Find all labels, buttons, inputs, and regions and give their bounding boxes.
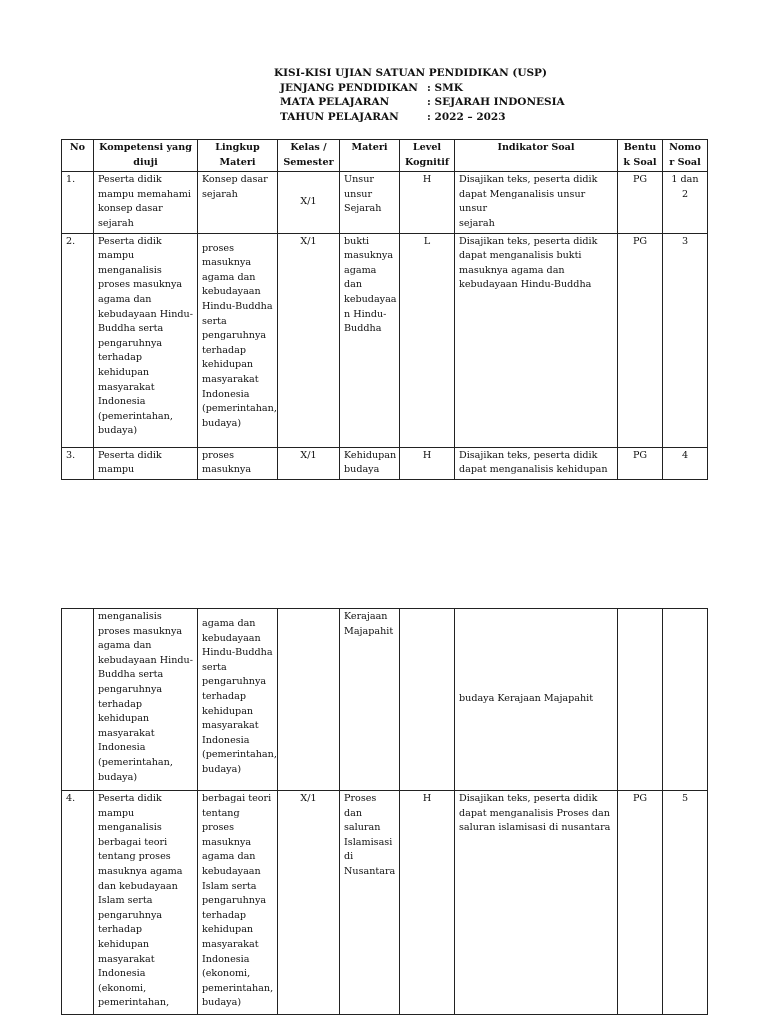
cell-kelas: X/1 xyxy=(278,447,340,479)
cell-no: 3. xyxy=(62,447,94,479)
cell-kelas: X/1 xyxy=(278,233,340,447)
cell-level: H xyxy=(400,172,455,233)
cell-lingkup: Konsep dasar sejarah xyxy=(198,172,278,233)
cell-bentuk: PG xyxy=(618,172,663,233)
meta-value: : SEJARAH INDONESIA xyxy=(427,96,565,108)
meta-label: MATA PELAJARAN xyxy=(280,96,390,108)
cell-lingkup: berbagai teori tentang proses masuknya agama dan kebudayaan Islam serta pengaruhnya terhadap kehidupan masyarakat Indonesia (ekonomi, pemerintahan, budaya) xyxy=(198,791,278,1015)
kisi-kisi-table xyxy=(61,139,708,480)
cell-no: 2. xyxy=(62,233,94,447)
col-header-indikator: Indikator Soal xyxy=(455,140,618,172)
col-header-lingkup: Lingkup Materi xyxy=(198,140,278,172)
cell-lingkup: proses masuknya agama dan kebudayaan Hindu-Buddha serta pengaruhnya terhadap kehidupan masyarakat Indonesia (pemerintahan, budaya) xyxy=(198,233,278,447)
cell-lingkup: agama dan kebudayaan Hindu-Buddha serta pengaruhnya terhadap kehidupan masyarakat Indonesia (pemerintahan, budaya) xyxy=(198,609,278,791)
cell-materi: bukti masuknya agama dan kebudayaa n Hindu- Buddha xyxy=(340,233,400,447)
cell-kompetensi: Peserta didik mampu memahami konsep dasar sejarah xyxy=(94,172,198,233)
cell-nomor xyxy=(663,609,708,791)
cell-kompetensi: Peserta didik mampu xyxy=(94,447,198,479)
cell-indikator: budaya Kerajaan Majapahit xyxy=(455,609,618,791)
cell-kompetensi: menganalisis proses masuknya agama dan kebudayaan Hindu- Buddha serta pengaruhnya terhadap kehidupan masyarakat Indonesia (pemerintahan, budaya) xyxy=(94,609,198,791)
cell-nomor: 5 xyxy=(663,791,708,1015)
table-row xyxy=(62,447,708,479)
table-row xyxy=(62,233,708,447)
cell-materi: Kerajaan Majapahit xyxy=(340,609,400,791)
col-header-level: Level Kognitif xyxy=(400,140,455,172)
cell-lingkup: proses masuknya xyxy=(198,447,278,479)
cell-no: 4. xyxy=(62,791,94,1015)
cell-bentuk: PG xyxy=(618,447,663,479)
meta-value: : SMK xyxy=(427,81,463,94)
cell-kelas xyxy=(278,609,340,791)
cell-kelas: X/1 xyxy=(278,791,340,1015)
table-row xyxy=(62,609,708,791)
cell-materi: Proses dan saluran Islamisasi di Nusantara xyxy=(340,791,400,1015)
cell-level: L xyxy=(400,233,455,447)
cell-indikator: Disajikan teks, peserta didik dapat menganalisis kehidupan xyxy=(455,447,618,479)
meta-label: TAHUN PELAJARAN xyxy=(280,110,399,123)
col-header-kompetensi: Kompetensi yang diuji xyxy=(94,140,198,172)
cell-kompetensi: Peserta didik mampu menganalisis proses masuknya agama dan kebudayaan Hindu- Buddha serta pengaruhnya terhadap kehidupan masyarakat Indonesia (pemerintahan, budaya) xyxy=(94,233,198,447)
cell-no xyxy=(62,609,94,791)
cell-indikator: Disajikan teks, peserta didik dapat Menganalisis unsur unsur sejarah xyxy=(455,172,618,233)
table-header-row xyxy=(62,140,708,172)
cell-nomor: 3 xyxy=(663,233,708,447)
document-title: KISI-KISI UJIAN SATUAN PENDIDIKAN (USP) xyxy=(274,67,547,79)
col-header-materi: Materi xyxy=(340,140,400,172)
cell-materi: Kehidupan budaya xyxy=(340,447,400,479)
cell-nomor: 4 xyxy=(663,447,708,479)
cell-indikator: Disajikan teks, peserta didik dapat menganalisis Proses dan saluran islamisasi di nusantara xyxy=(455,791,618,1015)
cell-materi: Unsur unsur Sejarah xyxy=(340,172,400,233)
cell-kompetensi: Peserta didik mampu menganalisis berbagai teori tentang proses masuknya agama dan kebudayaan Islam serta pengaruhnya terhadap kehidupan masyarakat Indonesia (ekonomi, pemerintahan, xyxy=(94,791,198,1015)
cell-bentuk: PG xyxy=(618,791,663,1015)
cell-level: H xyxy=(400,447,455,479)
col-header-nomor: Nomo r Soal xyxy=(663,140,708,172)
meta-label: JENJANG PENDIDIKAN xyxy=(280,81,418,94)
col-header-no: No xyxy=(62,140,94,172)
table-row xyxy=(62,172,708,233)
cell-indikator: Disajikan teks, peserta didik dapat menganalisis bukti masuknya agama dan kebudayaan Hindu-Buddha xyxy=(455,233,618,447)
cell-bentuk xyxy=(618,609,663,791)
col-header-kelas: Kelas / Semester xyxy=(278,140,340,172)
kisi-kisi-table-continued xyxy=(61,608,708,1015)
cell-kelas: X/1 xyxy=(278,172,340,233)
meta-value: : 2022 – 2023 xyxy=(427,110,506,123)
cell-nomor: 1 dan 2 xyxy=(663,172,708,233)
cell-no: 1. xyxy=(62,172,94,233)
table-row xyxy=(62,791,708,1015)
col-header-bentuk: Bentu k Soal xyxy=(618,140,663,172)
cell-level xyxy=(400,609,455,791)
cell-bentuk: PG xyxy=(618,233,663,447)
cell-level: H xyxy=(400,791,455,1015)
